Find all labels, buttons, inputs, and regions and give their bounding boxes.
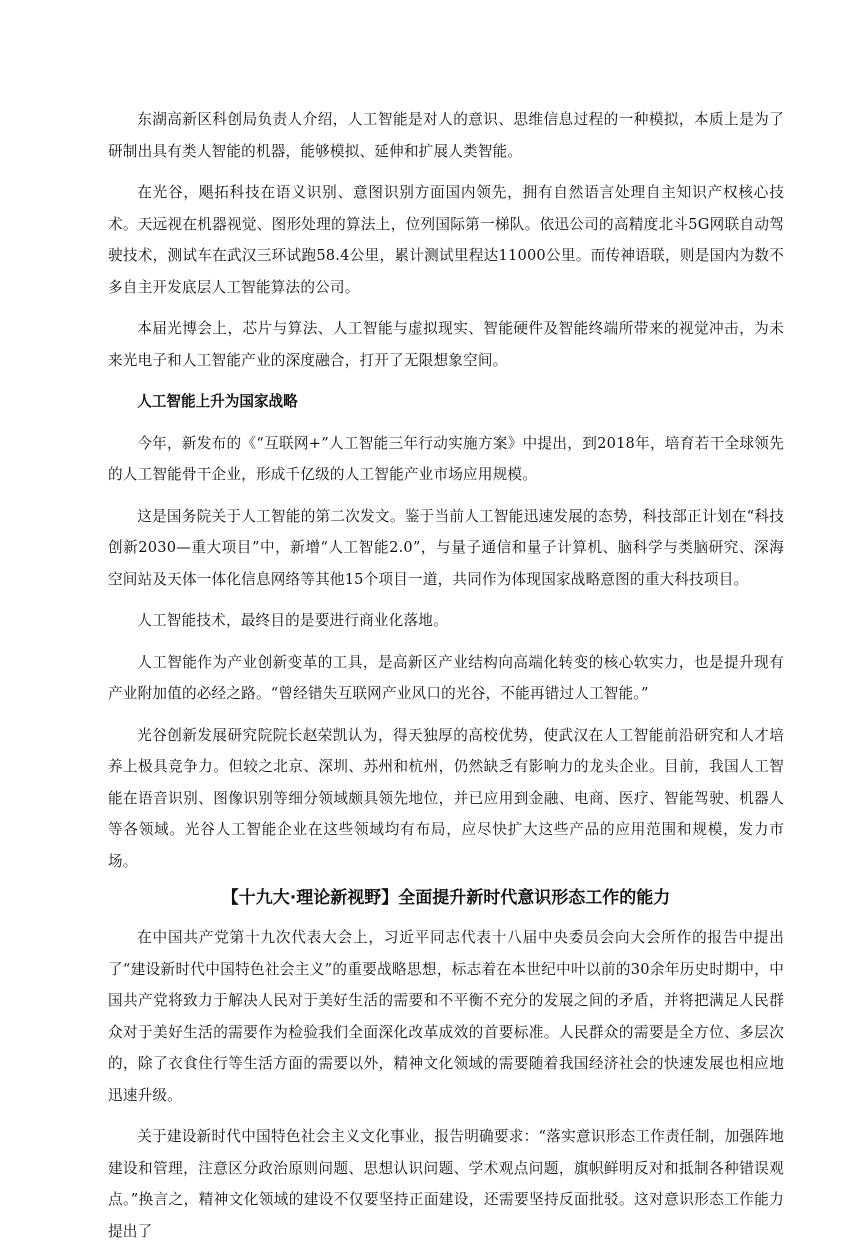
paragraph-expo-summary: 本届光博会上，芯片与算法、人工智能与虚拟现实、智能硬件及智能终端所带来的视觉冲击，为未来光电子和人工智能产业的深度融合，打开了无限想象空间。: [108, 320, 784, 369]
paragraph-industry-tool: 人工智能作为产业创新变革的工具，是高新区产业结构向高端化转变的核心软实力，也是提升现有产业附加值的必经之路。“曾经错失互联网产业风口的光谷，不能再错过人工智能。”: [108, 653, 784, 702]
section-title: 【十九大·理论新视野】全面提升新时代意识形态工作的能力: [221, 888, 671, 908]
paragraph-congress-report: 在中国共产党第十九次代表大会上，习近平同志代表十八届中央委员会向大会所作的报告中提出了“建设新时代中国特色社会主义”的重要战略思想，标志着在本世纪中叶以前的30余年历史时期中，中国共产党将致力于解决人民对于美好生活的需要和不平衡不充分的发展之间的矛盾，并将把满足人民群众对于美好生活的需要作为检验我们全面深化改革成效的首要标准。人民群众的需要是全方位、多层次的，除了衣食住行等生活方面的需要以外，精神文化领域的需要随着我国经济社会的快速发展也相应地迅速升级。: [108, 929, 784, 1104]
document-page: [108, 104, 784, 1257]
paragraph-research-institute: 光谷创新发展研究院院长赵荣凯认为，得天独厚的高校优势，使武汉在人工智能前沿研究和人才培养上极具竞争力。但较之北京、深圳、苏州和杭州，仍然缺乏有影响力的龙头企业。目前，我国人工智能在语音识别、图像识别等细分领域颇具领先地位，并已应用到金融、电商、医疗、智能驾驶、机器人等各领域。光谷人工智能企业在这些领域均有布局，应尽快扩大这些产品的应用范围和规模，发力市场。: [108, 726, 784, 870]
paragraph-state-council: 这是国务院关于人工智能的第二次发文。鉴于当前人工智能迅速发展的态势，科技部正计划在“科技创新2030—重大项目”中，新增“人工智能2.0”，与量子通信和量子计算机、脑科学与类脑研究、深海空间站及天体一体化信息网络等其他15个项目一道，共同作为体现国家战略意图的重大科技项目。: [108, 507, 784, 588]
paragraph-optics-valley-companies: 在光谷，飓拓科技在语义识别、意图识别方面国内领先，拥有自然语言处理自主知识产权核心技术。天远视在机器视觉、图形处理的算法上，位列国际第一梯队。依迅公司的高精度北斗5G网联自动驾驶技术，测试车在武汉三环试跑58.4公里，累计测试里程达11000公里。而传神语联，则是国内为数不多自主开发底层人工智能算法的公司。: [108, 184, 784, 296]
paragraph-action-plan: 今年，新发布的《“互联网+”人工智能三年行动实施方案》中提出，到2018年，培育若干全球领先的人工智能骨干企业，形成千亿级的人工智能产业市场应用规模。: [108, 434, 784, 483]
paragraph-intro: 东湖高新区科创局负责人介绍，人工智能是对人的意识、思维信息过程的一种模拟，本质上是为了研制出具有类人智能的机器，能够模拟、延伸和扩展人类智能。: [108, 111, 784, 160]
subheading-national-strategy: 人工智能上升为国家战略: [137, 393, 298, 410]
paragraph-culture-requirements: 关于建设新时代中国特色社会主义文化事业，报告明确要求：“落实意识形态工作责任制，加强阵地建设和管理，注意区分政治原则问题、思想认识问题、学术观点问题，旗帜鲜明反对和抵制各种错误观点。”换言之，精神文化领域的建设不仅要坚持正面建设，还需要坚持反面批驳。这对意识形态工作能力提出了: [108, 1128, 784, 1240]
paragraph-commercialization: 人工智能技术，最终目的是要进行商业化落地。: [137, 612, 448, 629]
